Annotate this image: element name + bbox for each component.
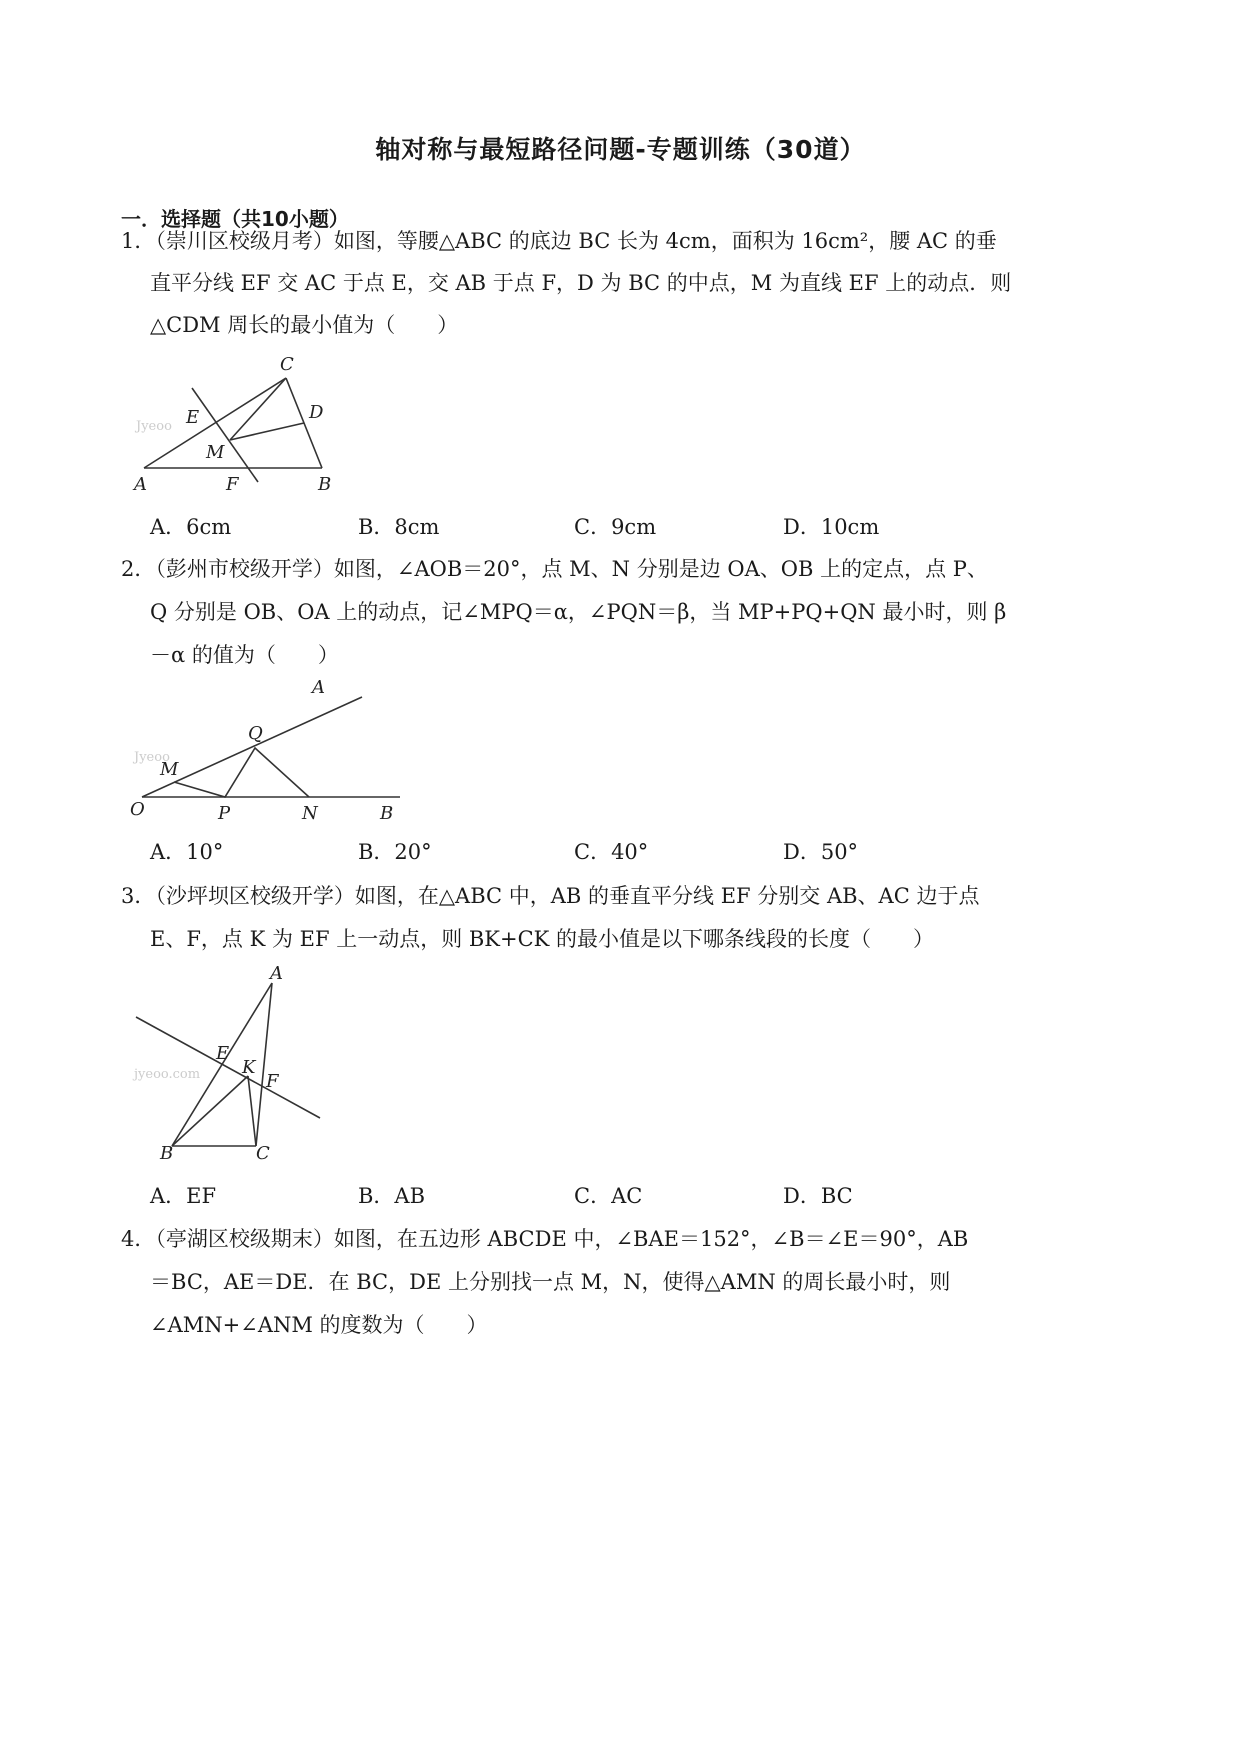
- question-1-text-1: （崇川区校级月考）如图，等腰△ABC 的底边 BC 长为 4cm，面积为 16cm²，腰 AC 的垂: [155, 229, 997, 253]
- question-2-option-a[interactable]: A．10°: [150, 840, 224, 864]
- question-2-option-c[interactable]: C．40°: [574, 840, 649, 864]
- question-3-option-b[interactable]: B．AB: [358, 1184, 426, 1208]
- question-1-figure: [130, 350, 380, 495]
- figure-3-label-f: F: [266, 1071, 279, 1092]
- question-2-option-d[interactable]: D．50°: [783, 840, 859, 864]
- figure-2-label-m: M: [160, 759, 179, 780]
- question-4-number: 4．: [121, 1227, 156, 1251]
- figure-3-label-c: C: [256, 1143, 270, 1164]
- figure-1-label-c: C: [280, 354, 294, 375]
- question-2-number: 2．: [121, 557, 156, 581]
- figure-2-watermark: Jyeoo: [134, 750, 170, 765]
- question-1-line-1: [121, 225, 997, 255]
- question-3-figure: [130, 963, 370, 1168]
- segment-bk: [172, 1076, 248, 1146]
- question-1-option-a[interactable]: A．6cm: [150, 515, 232, 539]
- question-3-text-1: （沙坪坝区校级开学）如图，在△ABC 中，AB 的垂直平分线 EF 分别交 AB、AC 边于点: [155, 884, 980, 908]
- question-1-text-3: △CDM 周长的最小值为（ ）: [150, 313, 459, 337]
- question-1-text-2: 直平分线 EF 交 AC 于点 E，交 AB 于点 F，D 为 BC 的中点，M 为直线 EF 上的动点．则: [150, 271, 1012, 295]
- figure-2-label-n: N: [302, 803, 318, 824]
- question-1-option-d[interactable]: D．10cm: [783, 515, 880, 539]
- figure-2-label-q: Q: [248, 723, 263, 744]
- figure-3-label-k: K: [242, 1057, 256, 1078]
- question-1-options: [150, 511, 1050, 541]
- question-2-option-b[interactable]: B．20°: [358, 840, 432, 864]
- question-3-option-a[interactable]: A．EF: [150, 1184, 217, 1208]
- question-2-text-1: （彭州市校级开学）如图，∠AOB＝20°，点 M、N 分别是边 OA、OB 上的定点，点 P、: [155, 557, 988, 581]
- question-2-line-1: [121, 553, 988, 583]
- figure-1-label-b: B: [318, 474, 332, 495]
- question-1-number: 1．: [121, 229, 156, 253]
- question-1-option-b[interactable]: B．8cm: [358, 515, 440, 539]
- figure-1-watermark: Jyeoo: [136, 419, 172, 434]
- page-title: 轴对称与最短路径问题-专题训练（30道）: [375, 135, 866, 164]
- question-4-text-3: ∠AMN+∠ANM 的度数为（ ）: [150, 1313, 488, 1337]
- figure-2-label-b: B: [380, 803, 394, 824]
- figure-3-label-a: A: [270, 963, 283, 984]
- question-4-line-1: [121, 1223, 968, 1253]
- section-heading: 一．选择题（共10小题）: [121, 207, 349, 231]
- question-2-figure: [130, 675, 420, 825]
- segment-kc: [248, 1076, 256, 1146]
- segment-md: [230, 423, 304, 440]
- figure-2-label-o: O: [130, 799, 145, 820]
- question-3-text-2: E、F，点 K 为 EF 上一动点，则 BK+CK 的最小值是以下哪条线段的长度（ ）: [150, 927, 935, 951]
- figure-2-label-a: A: [312, 677, 325, 698]
- figure-2-label-p: P: [218, 803, 231, 824]
- figure-3-label-b: B: [160, 1143, 174, 1164]
- question-4-text-1: （亭湖区校级期末）如图，在五边形 ABCDE 中，∠BAE＝152°，∠B＝∠E＝90°，AB: [155, 1227, 969, 1251]
- question-3-number: 3．: [121, 884, 156, 908]
- figure-1-label-f: F: [226, 474, 239, 495]
- figure-1-label-e: E: [186, 407, 200, 428]
- question-4-text-2: ＝BC，AE＝DE．在 BC，DE 上分别找一点 M，N，使得△AMN 的周长最小时，则: [150, 1270, 951, 1294]
- figure-1-label-a: A: [134, 474, 147, 495]
- question-2-options: [150, 836, 1050, 866]
- question-2-text-2: Q 分别是 OB、OA 上的动点，记∠MPQ＝α，∠PQN＝β，当 MP+PQ+QN 最小时，则 β: [150, 600, 1007, 624]
- question-3-option-d[interactable]: D．BC: [783, 1184, 853, 1208]
- question-1-option-c[interactable]: C．9cm: [574, 515, 657, 539]
- figure-3-label-e: E: [216, 1043, 230, 1064]
- question-2-text-3: －α 的值为（ ）: [150, 643, 339, 667]
- question-3-line-1: [121, 880, 979, 910]
- figure-1-label-d: D: [309, 402, 324, 423]
- figure-3-watermark: jyeoo.com: [134, 1067, 201, 1082]
- figure-1-label-m: M: [206, 442, 225, 463]
- question-3-options: [150, 1180, 1050, 1210]
- segment-ac: [256, 983, 272, 1146]
- question-3-option-c[interactable]: C．AC: [574, 1184, 643, 1208]
